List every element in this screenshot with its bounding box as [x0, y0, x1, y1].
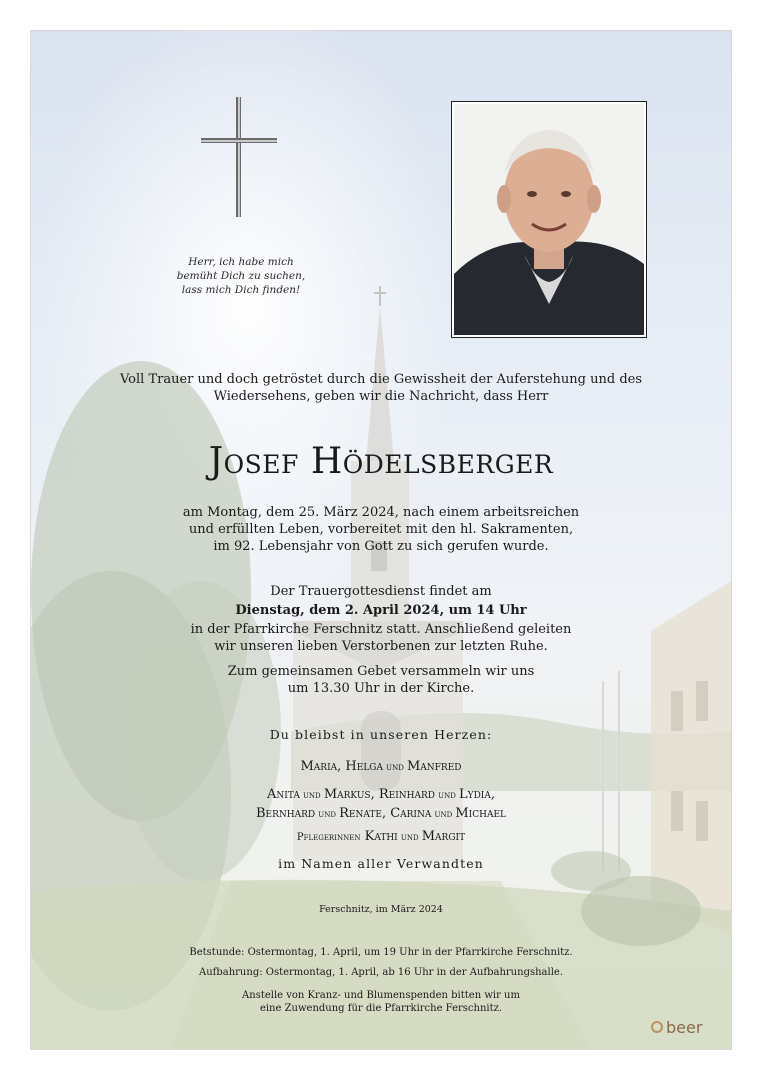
logo-mark-icon: [651, 1021, 663, 1033]
intro-line: Wiedersehens, geben wir die Nachricht, dass Herr: [213, 389, 549, 404]
separator: ,: [381, 806, 391, 821]
mourners-row: [141, 827, 621, 847]
mourner-name: Markus: [323, 787, 371, 802]
mourners-row: [141, 785, 621, 805]
conjunction: und: [435, 790, 459, 801]
conjunction: und: [397, 832, 422, 843]
quote-text: [151, 255, 331, 297]
quote-line: lass mich Dich finden!: [181, 284, 301, 296]
intro-line: Voll Trauer und doch getröstet durch die Gewissheit der Auferstehung und des: [119, 372, 643, 387]
mourner-name: Carina: [390, 806, 432, 821]
conjunction: und: [299, 790, 324, 801]
mourner-name: Helga: [345, 759, 383, 774]
mourner-name: Bernhard: [255, 806, 316, 821]
mourner-name: Reinhard: [378, 787, 435, 802]
death-line: und erfüllten Leben, vorbereitet mit den hl. Sakramenten,: [188, 522, 574, 537]
prayer-gathering: [161, 663, 601, 697]
mourner-name: Maria: [300, 759, 338, 774]
gather-line: um 13.30 Uhr in der Kirche.: [287, 681, 475, 696]
mourners-header: Du bleibst in unseren Herzen:: [269, 727, 493, 742]
quote-line: bemüht Dich zu suchen,: [176, 270, 306, 282]
death-line: am Montag, dem 25. März 2024, nach einem arbeitsreichen: [182, 505, 580, 520]
conjunction: und: [431, 809, 456, 820]
obituary-card: [30, 30, 732, 1050]
gather-line: Zum gemeinsamen Gebet versammeln wir uns: [227, 664, 535, 679]
separator: ,: [337, 759, 346, 774]
mourners-row: [141, 757, 621, 777]
caregivers-label: Pflegerinnen: [296, 832, 361, 843]
service-date: Dienstag, dem 2. April 2024, um 14 Uhr: [235, 603, 527, 618]
donation-line: eine Zuwendung für die Pfarrkirche Ferschnitz.: [259, 1003, 503, 1014]
cross-icon: [199, 95, 279, 220]
separator: ,: [490, 787, 495, 802]
deceased-name: Josef Hödelsberger: [208, 441, 554, 482]
conjunction: und: [315, 809, 340, 820]
intro-text: [111, 371, 651, 405]
mourner-name: Renate: [339, 806, 382, 821]
mourners-row: [141, 804, 621, 824]
mourner-name: Lydia: [459, 787, 491, 802]
donation-request: [181, 989, 581, 1015]
conjunction: und: [383, 762, 407, 773]
mourner-name: Michael: [455, 806, 507, 821]
quote-line: Herr, ich habe mich: [188, 256, 294, 268]
mourner-name: Manfred: [407, 759, 462, 774]
portrait-image: [454, 104, 644, 335]
place-date: Ferschnitz, im März 2024: [319, 904, 443, 915]
beer-logo: [651, 1016, 721, 1038]
service-line: wir unseren lieben Verstorbenen zur letzten Ruhe.: [214, 639, 548, 654]
service-line: in der Pfarrkirche Ferschnitz statt. Anschließend geleiten: [190, 622, 572, 637]
separator: ,: [370, 787, 379, 802]
viewing-info: Aufbahrung: Ostermontag, 1. April, ab 16 Uhr in der Aufbahrungshalle.: [198, 967, 563, 978]
relatives-footer: im Namen aller Verwandten: [278, 856, 484, 871]
donation-line: Anstelle von Kranz- und Blumenspenden bitten wir um: [242, 990, 520, 1001]
mourner-name: Anita: [267, 787, 300, 802]
logo-text: beer: [666, 1017, 703, 1037]
death-notice: [151, 504, 611, 555]
portrait-photo: [451, 101, 647, 338]
prayer-hour-info: Betstunde: Ostermontag, 1. April, um 19 Uhr in der Pfarrkirche Ferschnitz.: [189, 947, 573, 958]
death-line: im 92. Lebensjahr von Gott zu sich gerufen wurde.: [213, 539, 549, 554]
funeral-service-info: [141, 583, 621, 655]
mourner-name: Kathi: [364, 829, 398, 844]
mourner-name: Margit: [421, 829, 466, 844]
service-line: Der Trauergottesdienst findet am: [270, 584, 492, 599]
